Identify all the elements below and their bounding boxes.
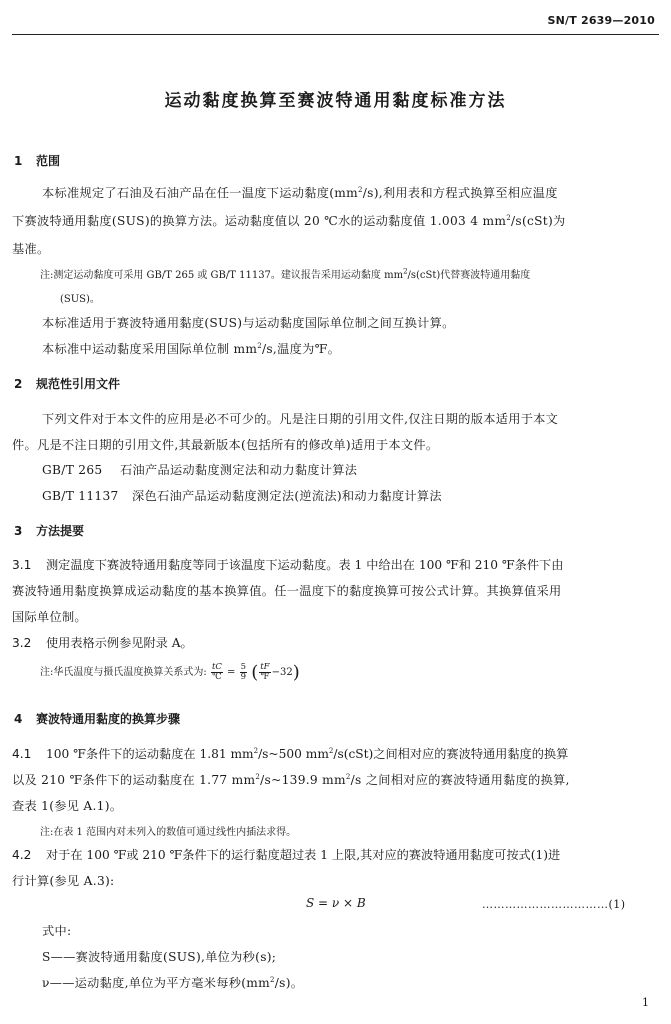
section-1-heading: 1 范围 — [14, 154, 61, 168]
s2-para-line2: 件。凡是不注日期的引用文件,其最新版本(包括所有的修改单)适用于本文件。 — [12, 438, 439, 452]
clause-4-2-line1: 4.2 对于在 100 ℉或 210 ℉条件下的运行黏度超过表 1 上限,其对应的赛波特通用黏度可按式(1)进 — [12, 848, 561, 862]
clause-3-1-line3: 国际单位制。 — [12, 610, 87, 624]
formula-1: S = ν × B — [306, 896, 366, 910]
section-3-heading: 3 方法提要 — [14, 524, 85, 538]
fraction-5-9: $\frac{5}{9}$ — [240, 662, 247, 682]
s1-para2: 本标准适用于赛波特通用黏度(SUS)与运动黏度国际单位制之间互换计算。 — [42, 316, 455, 330]
clause-4-1-line1: 4.1 100 ℉条件下的运动黏度在 1.81 $mm^2/s\sim 500$ $mm^2/s(cSt)$之间相对应的赛波特通用黏度的换算 — [12, 746, 569, 761]
fraction-tc: $\frac{tC}{℃}$ — [211, 662, 222, 682]
s4-note: 注:在表 1 范围内对未列入的数值可通过线性内插法求得。 — [40, 827, 297, 838]
standard-code: SN/T 2639—2010 — [547, 14, 655, 27]
temperature-conversion-note: 注:华氏温度与摄氏温度换算关系式为: $\frac{tC}{℃}$ = $\frac{5}{9}$ ( $\frac{tF}{℉}$ −32) — [40, 662, 300, 683]
s1-para1-line3: 基准。 — [12, 242, 50, 256]
fraction-tf: $\frac{tF}{℉}$ — [260, 662, 270, 682]
clause-3-1-line1: 3.1 测定温度下赛波特通用黏度等同于该温度下运动黏度。表 1 中给出在 100 ℉和 210 ℉条件下由 — [12, 558, 564, 572]
s1-note-line2: (SUS)。 — [60, 294, 100, 305]
clause-4-1-line3: 查表 1(参见 A.1)。 — [12, 799, 123, 813]
section-4-heading: 4 赛波特通用黏度的换算步骤 — [14, 712, 181, 726]
header-rule — [12, 34, 659, 35]
clause-4-1-line2: 以及 210 ℉条件下的运动黏度在 1.77 $mm^2/s\sim 139.9$ $mm^2/s$ 之间相对应的赛波特通用黏度的换算, — [12, 772, 570, 787]
s2-para-line1: 下列文件对于本文件的应用是必不可少的。凡是注日期的引用文件,仅注日期的版本适用于本文 — [42, 412, 559, 426]
definition-s: S——赛波特通用黏度(SUS),单位为秒(s); — [42, 950, 277, 964]
s1-note-line1: 注:测定运动黏度可采用 GB/T 265 或 GB/T 11137。建议报告采用运动黏度 $mm^2/s(cSt)$代替赛波特通用黏度 — [40, 267, 531, 281]
clause-4-2-line2: 行计算(参见 A.3): — [12, 874, 115, 888]
document-title: 运动黏度换算至赛波特通用黏度标准方法 — [164, 91, 507, 111]
formula-1-number: ……………………………(1) — [482, 898, 626, 911]
section-2-heading: 2 规范性引用文件 — [14, 377, 121, 391]
s1-para1-line1: 本标准规定了石油及石油产品在任一温度下运动黏度$(mm^2/s)$,利用表和方程式换算至相应温度 — [42, 185, 558, 200]
reference-gbt11137: GB/T 11137 深色石油产品运动黏度测定法(逆流法)和动力黏度计算法 — [42, 489, 442, 503]
s1-para3: 本标准中运动黏度采用国际单位制 $mm^2/s$,温度为℉。 — [42, 341, 341, 356]
reference-gbt265: GB/T 265 石油产品运动黏度测定法和动力黏度计算法 — [42, 463, 358, 477]
clause-3-1-line2: 赛波特通用黏度换算成运动黏度的基本换算值。任一温度下的黏度换算可按公式计算。其换算值采用 — [12, 584, 562, 598]
definition-v: ν——运动黏度,单位为平方毫米每秒$(mm^2/s)$。 — [42, 975, 304, 990]
where-label: 式中: — [42, 924, 72, 938]
s1-para1-line2: 下赛波特通用黏度(SUS)的换算方法。运动黏度值以 20 ℃水的运动黏度值 1.003 4 $mm^2/s(cSt)$为 — [12, 213, 566, 228]
clause-3-2: 3.2 使用表格示例参见附录 A。 — [12, 636, 193, 650]
page-number: 1 — [642, 996, 649, 1009]
